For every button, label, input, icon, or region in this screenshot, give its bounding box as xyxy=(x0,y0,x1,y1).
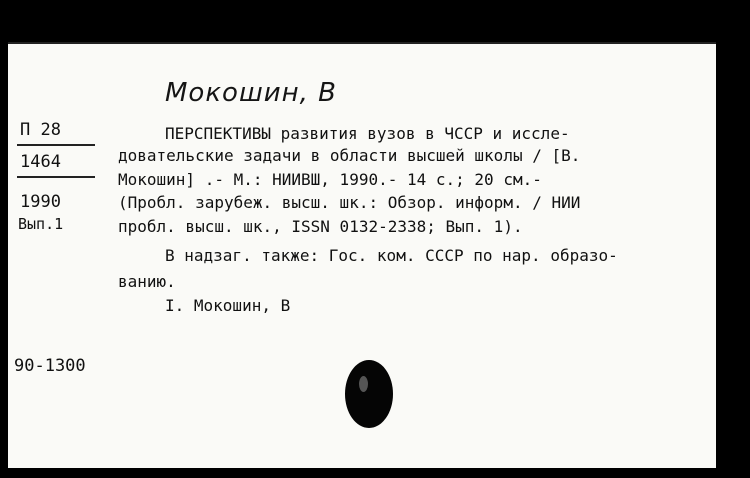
author-mark: 1464 xyxy=(20,152,61,172)
record-line: ПЕРСПЕКТИВЫ развития вузов в ЧССР и иссле- xyxy=(165,124,570,143)
record-line: пробл. высш. шк., ISSN 0132-2338; Вып. 1). xyxy=(118,217,523,236)
year-mark: 1990 xyxy=(20,192,61,212)
record-line: Мокошин] .- М.: НИИВШ, 1990.- 14 с.; 20 см.- xyxy=(118,170,542,189)
punch-hole xyxy=(345,360,393,428)
record-line: I. Мокошин, В xyxy=(165,296,291,315)
handwritten-author-heading: Мокошин, В xyxy=(165,78,338,108)
shelf-mark: П 28 xyxy=(20,120,61,140)
record-line: довательские задачи в области высшей школы / [В. xyxy=(118,146,581,165)
record-line: В надзаг. также: Гос. ком. СССР по нар. образо- xyxy=(165,246,618,265)
record-line: ванию. xyxy=(118,272,176,291)
issue-mark: Вып.1 xyxy=(18,215,64,233)
shelf-mark-underline xyxy=(17,144,95,146)
author-mark-underline xyxy=(17,176,95,178)
record-line: (Пробл. зарубеж. высш. шк.: Обзор. информ. / НИИ xyxy=(118,193,581,212)
card-edge-shadow xyxy=(716,40,750,478)
accession-number: 90-1300 xyxy=(14,356,86,376)
